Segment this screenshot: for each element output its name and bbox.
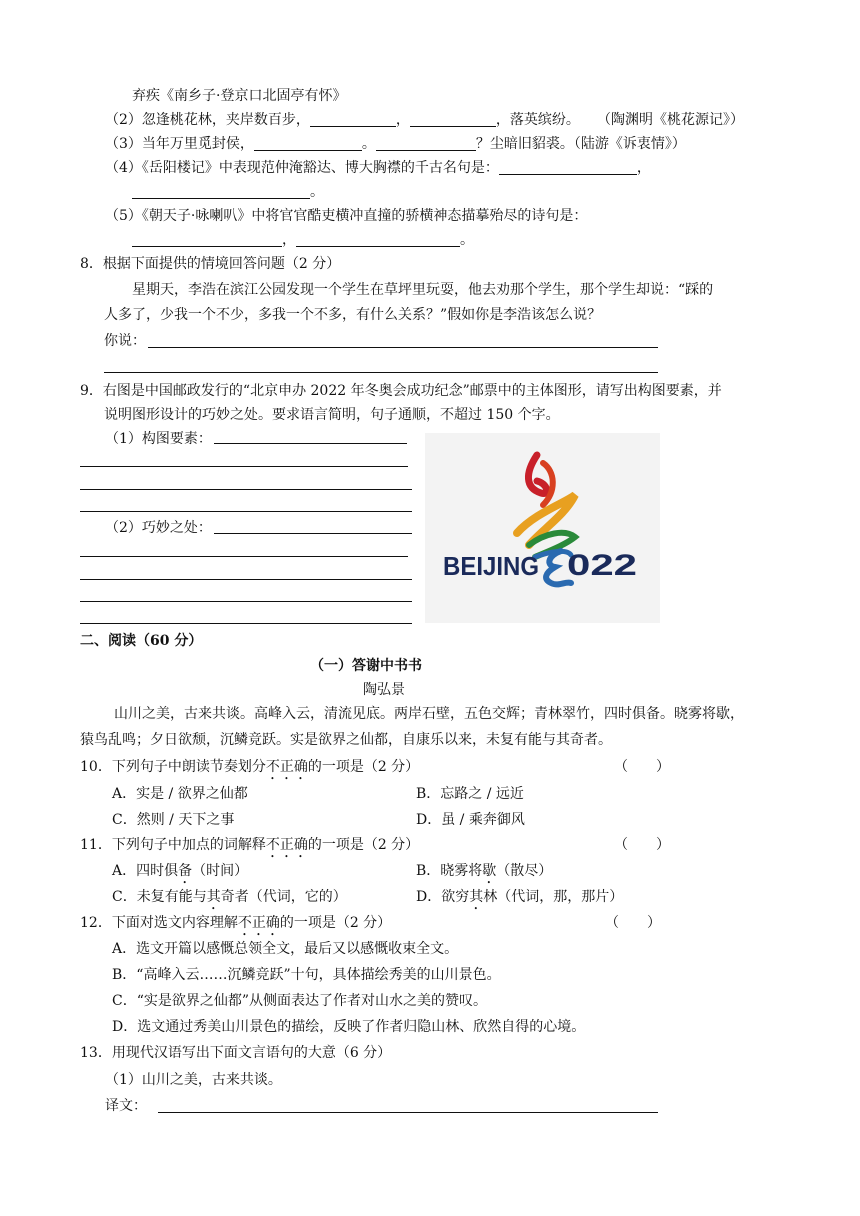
q9-line-2: 说明图形设计的巧妙之处。要求语言简明，句子通顺，不超过 150 个字。 bbox=[104, 407, 560, 423]
logo-beijing-text: BEIJING bbox=[443, 551, 539, 581]
q7-item3-mid: 。 bbox=[361, 136, 376, 152]
q12-answer-bracket[interactable]: （ ） bbox=[605, 915, 661, 931]
q11-title bbox=[80, 837, 419, 861]
q7-item2-pre: （2）忽逢桃花林，夹岸数百步， bbox=[105, 112, 310, 128]
q11-a-post: （时间） bbox=[192, 863, 249, 879]
q9-sub1-label: （1）构图要素： bbox=[105, 431, 212, 447]
q7-item3-pre: （3）当年万里觅封侯， bbox=[105, 136, 254, 152]
q10-title-pre: 10．下列句子中朗读节奏划分 bbox=[80, 759, 266, 775]
passage-title: （一）答谢中书书 bbox=[310, 658, 422, 674]
q9-sub2-label: （2）巧妙之处： bbox=[105, 520, 212, 536]
q7-item3-post: ？尘暗旧貂裘。（陆游《诉衷情》） bbox=[475, 136, 686, 152]
q11-option-c bbox=[112, 889, 347, 913]
q11-b-dotted-word: 歇 bbox=[482, 863, 497, 879]
q9-sub1-line-0[interactable] bbox=[214, 443, 407, 444]
q11-d-dotted-word: 其 bbox=[469, 889, 484, 905]
q12-option-b: B．“高峰入云……沉鳞竞跃”十句，具体描绘秀美的山川景色。 bbox=[112, 967, 501, 983]
q11-d-post: 林（代词，那，那片） bbox=[483, 889, 624, 905]
q9-sub2-line-2[interactable] bbox=[80, 579, 412, 580]
q7-item2-post: ，落英缤纷。 bbox=[495, 112, 580, 128]
q12-title bbox=[80, 915, 391, 939]
q7-item5-line2 bbox=[132, 232, 474, 249]
q11-a-pre: A．四时俱 bbox=[112, 863, 179, 879]
q10-option-d: D．虽 / 乘奔御风 bbox=[416, 812, 525, 828]
q10-title bbox=[80, 759, 419, 783]
q7-item3-blank-2[interactable] bbox=[376, 136, 476, 151]
q11-b-post: （散尽） bbox=[496, 863, 553, 879]
q13-title: 13．用现代汉语写出下面文言语句的大意（6 分） bbox=[80, 1045, 392, 1061]
q7-item-2 bbox=[105, 112, 580, 129]
q7-item4-blank-2[interactable] bbox=[132, 184, 310, 199]
q11-title-post: 的一项是（2 分） bbox=[307, 837, 420, 853]
q7-item2-blank-2[interactable] bbox=[410, 112, 496, 127]
q7-item2-blank-1[interactable] bbox=[310, 112, 396, 127]
q12-option-c: C．“实是欲界之仙都”从侧面表达了作者对山水之美的赞叹。 bbox=[112, 993, 488, 1009]
q9-sub2-line-3[interactable] bbox=[80, 601, 412, 602]
q9-line-1: 9．右图是中国邮政发行的“北京申办 2022 年冬奥会成功纪念”邮票中的主体图形，请写出构图要素，并 bbox=[80, 383, 722, 399]
q9-sub1-line-3[interactable] bbox=[80, 511, 412, 512]
q7-item-3 bbox=[105, 136, 686, 153]
q7-source-line: 弃疾《南乡子·登京口北固亭有怀》 bbox=[132, 88, 347, 104]
q8-paragraph-1: 星期天，李浩在滨江公园发现一个学生在草坪里玩耍，他去劝那个学生，那个学生却说：“踩的 bbox=[132, 282, 714, 298]
passage-author: 陶弘景 bbox=[363, 682, 405, 698]
section2-title: 二、阅读（60 分） bbox=[80, 633, 203, 649]
q11-option-d bbox=[416, 889, 623, 913]
q11-title-pre: 11．下列句子中加点的词解释 bbox=[80, 837, 266, 853]
q12-option-a: A．选文开篇以感慨总领全文，最后又以感慨收束全文。 bbox=[112, 941, 459, 957]
q7-item-5: （5）《朝天子·咏喇叭》中将官官酷吏横冲直撞的骄横神态描摹殆尽的诗句是： bbox=[105, 208, 588, 224]
q9-sub1-line-1[interactable] bbox=[80, 466, 408, 467]
q7-item5-blank-1[interactable] bbox=[132, 232, 282, 247]
q9-sub2-line-1[interactable] bbox=[80, 556, 408, 557]
q10-answer-bracket[interactable]: （ ） bbox=[614, 759, 670, 775]
q11-c-dotted-word: 其 bbox=[206, 889, 221, 905]
q11-c-post: 奇者（代词，它的） bbox=[220, 889, 347, 905]
q11-b-pre: B．晓雾将 bbox=[416, 863, 483, 879]
q7-item4-blank-1[interactable] bbox=[499, 160, 637, 175]
q7-item4-comma: ， bbox=[636, 160, 651, 176]
q11-c-pre: C．未复有能与 bbox=[112, 889, 207, 905]
q9-sub2-line-0[interactable] bbox=[214, 533, 412, 534]
q9-sub2-line-4[interactable] bbox=[80, 623, 412, 624]
q7-item2-source: （陶渊明《桃花源记》） bbox=[597, 112, 744, 128]
q13-translation-line[interactable] bbox=[158, 1112, 658, 1113]
q7-item5-blank-2[interactable] bbox=[296, 232, 460, 247]
q8-paragraph-2: 人多了，少我一个不少，多我一个不多，有什么关系？”假如你是李浩该怎么说？ bbox=[104, 307, 602, 323]
q11-option-a bbox=[112, 863, 248, 887]
q7-item2-comma: ， bbox=[395, 112, 410, 128]
beijing-2022-logo bbox=[425, 433, 660, 623]
q12-title-post: 的一项是（2 分） bbox=[279, 915, 392, 931]
q8-title: 8．根据下面提供的情境回答问题（2 分） bbox=[80, 256, 341, 272]
q10-option-b: B．忘路之 / 远近 bbox=[416, 786, 524, 802]
q10-option-c: C．然则 / 天下之事 bbox=[112, 812, 235, 828]
q8-answer-line-1[interactable] bbox=[148, 347, 658, 348]
q7-item-4 bbox=[105, 160, 651, 177]
q11-option-b bbox=[416, 863, 552, 887]
q8-answer-line-2[interactable] bbox=[104, 372, 658, 373]
q7-item4-line2 bbox=[132, 184, 324, 201]
logo-year-text: 022 bbox=[567, 549, 637, 582]
passage-line-1: 山川之美，古来共谈。高峰入云，清流见底。两岸石壁，五色交辉；青林翠竹，四时俱备。晓雾将歇， bbox=[114, 706, 744, 722]
q12-option-d: D．选文通过秀美山川景色的描绘，反映了作者归隐山林、欣然自得的心境。 bbox=[112, 1019, 586, 1035]
q7-item4-end: 。 bbox=[310, 184, 324, 200]
q10-option-a: A．实是 / 欲界之仙都 bbox=[112, 786, 248, 802]
q13-sub1: （1）山川之美，古来共谈。 bbox=[105, 1072, 282, 1088]
q7-item5-comma: ， bbox=[282, 232, 296, 248]
q10-title-emphasis: 不正确 bbox=[265, 759, 308, 775]
q11-d-pre: D．欲穷 bbox=[416, 889, 470, 905]
q11-a-dotted-word: 备 bbox=[178, 863, 193, 879]
q10-title-post: 的一项是（2 分） bbox=[307, 759, 420, 775]
q9-sub1-line-2[interactable] bbox=[80, 489, 412, 490]
q8-answer-label: 你说： bbox=[104, 333, 146, 349]
beijing-2022-emblem-image bbox=[425, 433, 660, 623]
q7-item3-blank-1[interactable] bbox=[254, 136, 362, 151]
q11-answer-bracket[interactable]: （ ） bbox=[614, 837, 670, 853]
q7-item5-end: 。 bbox=[460, 232, 474, 248]
q13-translation-label: 译文： bbox=[105, 1098, 147, 1114]
q7-item4-pre: （4）《岳阳楼记》中表现范仲淹豁达、博大胸襟的千古名句是： bbox=[105, 160, 499, 176]
q11-title-emphasis: 不正确 bbox=[265, 837, 308, 853]
passage-line-2: 猿鸟乱鸣；夕日欲颓，沉鳞竞跃。实是欲界之仙都，自康乐以来，未复有能与其奇者。 bbox=[80, 732, 612, 748]
q12-title-pre: 12．下面对选文内容理解 bbox=[80, 915, 238, 931]
q12-title-emphasis: 不正确 bbox=[237, 915, 280, 931]
